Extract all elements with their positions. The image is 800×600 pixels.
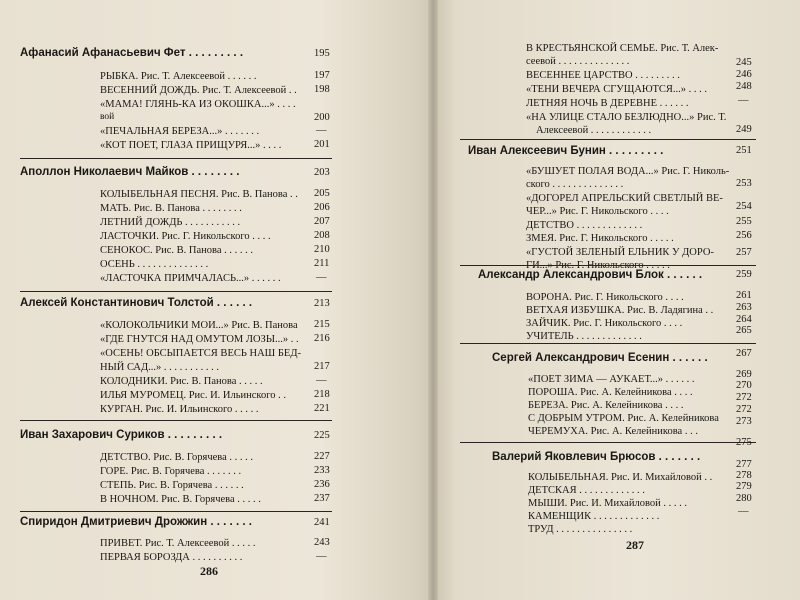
toc-entry: ПОРОША. Рис. А. Келейникова . . . . bbox=[528, 387, 693, 398]
author-heading: Иван Алексеевич Бунин . . . . . . . . . bbox=[468, 145, 664, 157]
toc-page-number: 210 bbox=[314, 244, 330, 255]
toc-page-number: — bbox=[738, 506, 749, 517]
toc-page-number: 273 bbox=[736, 416, 752, 427]
toc-entry: НЫЙ САД...» . . . . . . . . . . . bbox=[100, 362, 220, 373]
author-heading: Александр Александрович Блок . . . . . . bbox=[478, 269, 703, 281]
author-heading: Валерий Яковлевич Брюсов . . . . . . . bbox=[492, 451, 701, 463]
toc-entry: ГОРЕ. Рис. В. Горячева . . . . . . . bbox=[100, 466, 242, 477]
toc-entry: «БУШУЕТ ПОЛАЯ ВОДА...» Рис. Г. Николь- bbox=[526, 166, 730, 177]
author-heading: Спиридон Дмитриевич Дрожжин . . . . . . . bbox=[20, 516, 252, 528]
toc-entry: ВОРОНА. Рис. Г. Никольского . . . . bbox=[526, 292, 684, 303]
toc-entry: БЕРЕЗА. Рис. А. Келейникова . . . . bbox=[528, 400, 684, 411]
toc-entry: ПЕРВАЯ БОРОЗДА . . . . . . . . . . bbox=[100, 552, 243, 563]
toc-entry: «КОТ ПОЕТ, ГЛАЗА ПРИЩУРЯ...» . . . . bbox=[100, 140, 282, 151]
toc-page-number: 237 bbox=[314, 493, 330, 504]
toc-entry: ДЕТСТВО. Рис. В. Горячева . . . . . bbox=[100, 452, 254, 463]
toc-entry: ЛАСТОЧКИ. Рис. Г. Никольского . . . . bbox=[100, 231, 271, 242]
toc-page-number: 279 bbox=[736, 481, 752, 492]
toc-page-number: 208 bbox=[314, 230, 330, 241]
toc-entry: ПРИВЕТ. Рис. Т. Алексеевой . . . . . bbox=[100, 538, 256, 549]
author-page-number: 203 bbox=[314, 167, 330, 178]
toc-page-number: 211 bbox=[314, 258, 330, 269]
toc-page-number: 201 bbox=[314, 139, 330, 150]
toc-entry: СТЕПЬ. Рис. В. Горячева . . . . . . bbox=[100, 480, 244, 491]
author-page-number: 267 bbox=[736, 348, 752, 359]
toc-page-number: 248 bbox=[736, 81, 752, 92]
toc-page-number: 216 bbox=[314, 333, 330, 344]
author-page-number: 225 bbox=[314, 430, 330, 441]
page-number-left: 286 bbox=[200, 564, 218, 578]
toc-page-number: 200 bbox=[314, 112, 330, 123]
toc-page-number: 197 bbox=[314, 70, 330, 81]
section-divider bbox=[460, 343, 756, 344]
toc-entry: КОЛЫБЕЛЬНАЯ ПЕСНЯ. Рис. В. Панова . . bbox=[100, 189, 298, 200]
toc-page-number: 217 bbox=[314, 361, 330, 372]
toc-entry: РЫБКА. Рис. Т. Алексеевой . . . . . . bbox=[100, 71, 257, 82]
toc-entry: «ТЕНИ ВЕЧЕРА СГУЩАЮТСЯ...» . . . . bbox=[526, 84, 707, 95]
toc-entry: «ГУСТОЙ ЗЕЛЕНЫЙ ЕЛЬНИК У ДОРО- bbox=[526, 247, 714, 258]
toc-entry: ДЕТСКАЯ . . . . . . . . . . . . . bbox=[528, 485, 645, 496]
toc-entry: ТРУД . . . . . . . . . . . . . . . bbox=[528, 524, 633, 535]
toc-entry: КАМЕНЩИК . . . . . . . . . . . . . bbox=[528, 511, 660, 522]
toc-entry: «ПЕЧАЛЬНАЯ БЕРЕЗА...» . . . . . . . bbox=[100, 126, 260, 137]
toc-page-number: 272 bbox=[736, 392, 752, 403]
toc-entry: ЛЕТНЯЯ НОЧЬ В ДЕРЕВНЕ . . . . . . bbox=[526, 98, 689, 109]
toc-page-number: 254 bbox=[736, 201, 752, 212]
toc-page-number: 264 bbox=[736, 314, 752, 325]
toc-entry: «ОСЕНЬ! ОБСЫПАЕТСЯ ВЕСЬ НАШ БЕД- bbox=[100, 348, 301, 359]
right-page bbox=[436, 0, 800, 600]
toc-page-number: — bbox=[316, 551, 327, 562]
author-heading: Иван Захарович Суриков . . . . . . . . . bbox=[20, 429, 223, 441]
toc-entry: «ЛАСТОЧКА ПРИМЧАЛАСЬ...» . . . . . . bbox=[100, 273, 281, 284]
toc-page-number: 246 bbox=[736, 69, 752, 80]
toc-entry: В КРЕСТЬЯНСКОЙ СЕМЬЕ. Рис. Т. Алек- bbox=[526, 43, 719, 54]
toc-entry: КОЛОДНИКИ. Рис. В. Панова . . . . . bbox=[100, 376, 263, 387]
toc-entry: «НА УЛИЦЕ СТАЛО БЕЗЛЮДНО...» Рис. Т. bbox=[526, 112, 727, 123]
toc-page-number: 255 bbox=[736, 216, 752, 227]
toc-entry: УЧИТЕЛЬ . . . . . . . . . . . . . bbox=[526, 331, 642, 342]
toc-page-number: 218 bbox=[314, 389, 330, 400]
toc-entry: МАТЬ. Рис. В. Панова . . . . . . . . bbox=[100, 203, 242, 214]
toc-page-number: 243 bbox=[314, 537, 330, 548]
section-divider bbox=[460, 442, 756, 443]
toc-entry: ВЕСЕННИЙ ДОЖДЬ. Рис. Т. Алексеевой . . bbox=[100, 85, 297, 96]
section-divider bbox=[20, 158, 332, 159]
toc-page-number: 265 bbox=[736, 325, 752, 336]
toc-entry: «ГДЕ ГНУТСЯ НАД ОМУТОМ ЛОЗЫ...» . . bbox=[100, 334, 299, 345]
toc-page-number: 263 bbox=[736, 302, 752, 313]
toc-page-number: 256 bbox=[736, 230, 752, 241]
toc-page-number: 249 bbox=[736, 124, 752, 135]
toc-page-number: — bbox=[316, 375, 327, 386]
toc-page-number: 221 bbox=[314, 403, 330, 414]
section-divider bbox=[20, 420, 332, 421]
toc-page-number: 207 bbox=[314, 216, 330, 227]
toc-entry: ОСЕНЬ . . . . . . . . . . . . . . bbox=[100, 259, 209, 270]
toc-entry: «МАМА! ГЛЯНЬ-КА ИЗ ОКОШКА...» . . . . bbox=[100, 99, 296, 110]
toc-page-number: 280 bbox=[736, 493, 752, 504]
toc-page-number: 277 bbox=[736, 459, 752, 470]
section-divider bbox=[460, 139, 756, 140]
toc-entry-wrap: вой bbox=[100, 112, 115, 122]
author-heading: Алексей Константинович Толстой . . . . . . bbox=[20, 297, 253, 309]
author-heading: Сергей Александрович Есенин . . . . . . bbox=[492, 352, 708, 364]
toc-entry: МЫШИ. Рис. И. Михайловой . . . . . bbox=[528, 498, 687, 509]
toc-page-number: 227 bbox=[314, 451, 330, 462]
section-divider bbox=[20, 511, 332, 512]
author-page-number: 195 bbox=[314, 48, 330, 59]
author-page-number: 241 bbox=[314, 517, 330, 528]
toc-page-number: 257 bbox=[736, 247, 752, 258]
toc-page-number: 253 bbox=[736, 178, 752, 189]
author-heading: Афанасий Афанасьевич Фет . . . . . . . . . bbox=[20, 47, 244, 59]
toc-page-number: 270 bbox=[736, 380, 752, 391]
toc-entry: В НОЧНОМ. Рис. В. Горячева . . . . . bbox=[100, 494, 261, 505]
toc-page-number: 278 bbox=[736, 470, 752, 481]
toc-entry: ВЕСЕННЕЕ ЦАРСТВО . . . . . . . . . bbox=[526, 70, 680, 81]
toc-page-number: — bbox=[738, 95, 749, 106]
toc-page-number: 245 bbox=[736, 57, 752, 68]
toc-entry: «КОЛОКОЛЬЧИКИ МОИ...» Рис. В. Панова bbox=[100, 320, 298, 331]
toc-page-number: 215 bbox=[314, 319, 330, 330]
author-page-number: 251 bbox=[736, 145, 752, 156]
toc-page-number: 272 bbox=[736, 404, 752, 415]
author-page-number: 213 bbox=[314, 298, 330, 309]
toc-entry: ского . . . . . . . . . . . . . . bbox=[526, 179, 624, 190]
toc-entry: сеевой . . . . . . . . . . . . . . bbox=[526, 56, 630, 67]
toc-page-number: 206 bbox=[314, 202, 330, 213]
toc-entry: КОЛЫБЕЛЬНАЯ. Рис. И. Михайловой . . bbox=[528, 472, 713, 483]
toc-entry: ЧЕР...» Рис. Г. Никольского . . . . bbox=[526, 206, 669, 217]
toc-entry: ЧЕРЕМУХА. Рис. А. Келейникова . . . bbox=[528, 426, 698, 437]
toc-entry: С ДОБРЫМ УТРОМ. Рис. А. Келейникова bbox=[528, 413, 719, 424]
toc-entry: «ДОГОРЕЛ АПРЕЛЬСКИЙ СВЕТЛЫЙ ВЕ- bbox=[526, 193, 723, 204]
toc-entry: СЕНОКОС. Рис. В. Панова . . . . . . bbox=[100, 245, 254, 256]
toc-entry: ЗАЙЧИК. Рис. Г. Никольского . . . . bbox=[526, 318, 683, 329]
toc-entry: ДЕТСТВО . . . . . . . . . . . . . bbox=[526, 220, 643, 231]
toc-page-number: 205 bbox=[314, 188, 330, 199]
toc-page-number: 198 bbox=[314, 84, 330, 95]
toc-entry: ЗМЕЯ. Рис. Г. Никольского . . . . . bbox=[526, 233, 674, 244]
toc-page-number: — bbox=[316, 272, 327, 283]
toc-entry: ЛЕТНИЙ ДОЖДЬ . . . . . . . . . . . bbox=[100, 217, 241, 228]
toc-page-number: 236 bbox=[314, 479, 330, 490]
toc-page-number: 269 bbox=[736, 369, 752, 380]
toc-entry: КУРГАН. Рис. И. Ильинского . . . . . bbox=[100, 404, 259, 415]
toc-page-number: 233 bbox=[314, 465, 330, 476]
toc-entry: ВЕТХАЯ ИЗБУШКА. Рис. В. Ладягина . . bbox=[526, 305, 714, 316]
author-page-number: 259 bbox=[736, 269, 752, 280]
toc-entry: «ПОЕТ ЗИМА — АУКАЕТ...» . . . . . . bbox=[528, 374, 695, 385]
section-divider bbox=[20, 291, 332, 292]
page-number-right: 287 bbox=[626, 538, 644, 552]
author-heading: Аполлон Николаевич Майков . . . . . . . . bbox=[20, 166, 240, 178]
section-divider bbox=[460, 265, 756, 266]
toc-entry: Алексеевой . . . . . . . . . . . . bbox=[536, 125, 652, 136]
author-page-number: 275 bbox=[736, 437, 752, 448]
toc-page-number: 261 bbox=[736, 290, 752, 301]
toc-entry: ИЛЬЯ МУРОМЕЦ. Рис. И. Ильинского . . bbox=[100, 390, 287, 401]
toc-page-number: — bbox=[316, 125, 327, 136]
